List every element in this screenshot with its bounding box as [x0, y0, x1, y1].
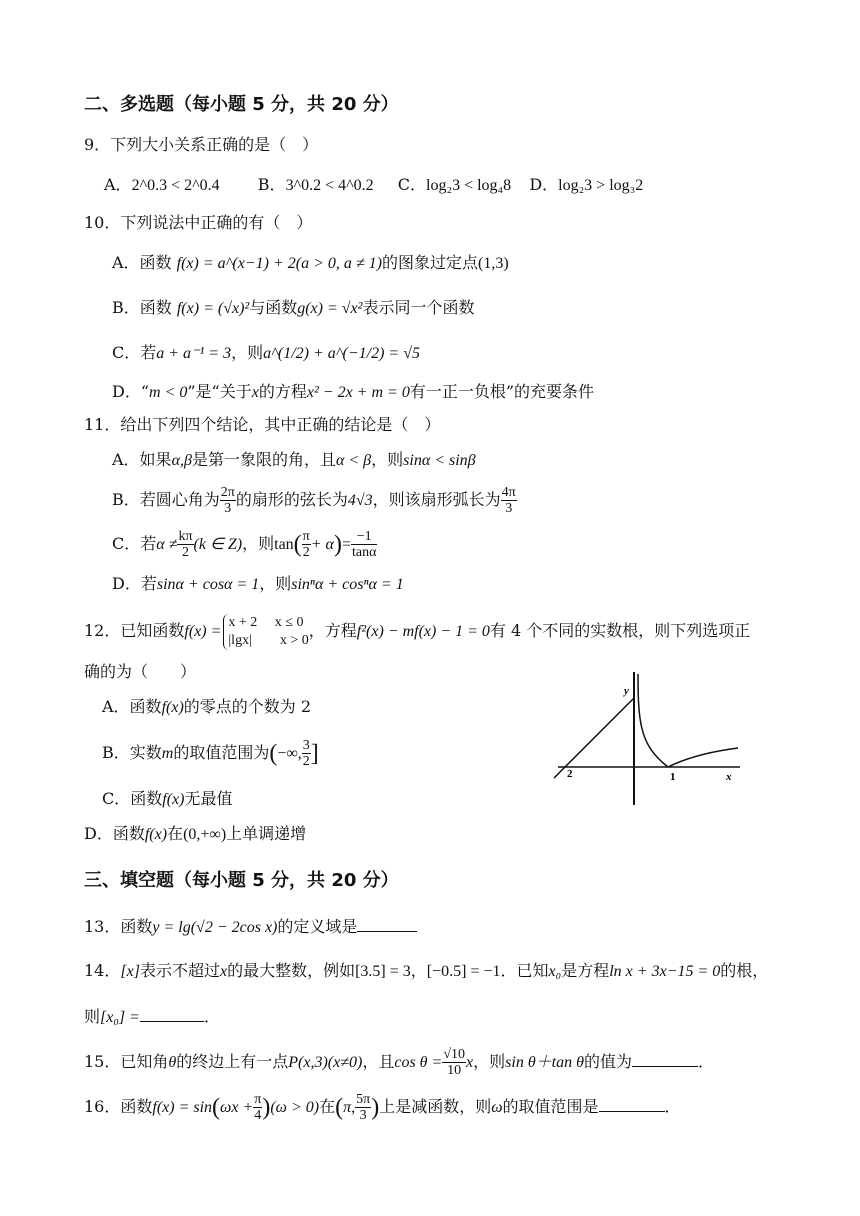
q10-d-mid2: 的方程: [258, 382, 307, 401]
q14-m5: x₀: [548, 963, 562, 980]
q12-c-pre: C．函数: [102, 789, 163, 808]
q11-stem: 11．给出下列四个结论，其中正确的结论是（ ）: [84, 415, 441, 434]
q15-t3: ，则: [473, 1052, 506, 1071]
q16-int-lparen: (: [335, 1094, 344, 1121]
q12-stem-pre: 12．已知函数: [84, 621, 185, 640]
q10-a-point: (1,3): [478, 255, 509, 272]
q12-option-a: [102, 697, 311, 718]
q12-option-b: [102, 734, 319, 773]
q13: [84, 917, 417, 938]
graph-y-label: y: [624, 685, 629, 697]
q12-a-post: 的零点的个数为 2: [183, 697, 312, 716]
q16-answer-blank[interactable]: [599, 1111, 665, 1112]
q11-b-pre: B．若圆心角为: [112, 490, 220, 509]
q12-option-d: [84, 824, 306, 845]
q13-pre: 13．函数: [84, 917, 153, 936]
q9-d-math: log₂3 > log₃2: [558, 177, 644, 194]
q11-c-frac3-num: −1: [351, 529, 377, 545]
q11-c-frac1-den: 2: [181, 545, 189, 560]
q16-t3: 的取值范围是: [502, 1097, 599, 1116]
q9-options: [104, 175, 643, 196]
q15-m3: cos θ =: [394, 1054, 443, 1071]
q15-frac-num: √10: [443, 1047, 466, 1062]
q10-option-b: [112, 298, 474, 319]
q11-a-mid2: ，则: [371, 450, 404, 469]
q12-b-m: m: [161, 745, 174, 762]
q16-rparen: ): [262, 1094, 271, 1121]
q12-d-m: f(x): [144, 826, 168, 843]
q15-m4: x: [466, 1054, 474, 1071]
q9-c-label: C．: [397, 175, 427, 194]
q13-answer-blank[interactable]: [357, 931, 417, 932]
q16-post: ．: [664, 1097, 681, 1116]
q12-b-int: −∞,: [277, 745, 302, 762]
q12-b-rbracket: ]: [310, 740, 319, 767]
q15-answer-blank[interactable]: [632, 1066, 698, 1067]
q15-pre: 15．已知角: [84, 1052, 169, 1071]
q9-b-math: 3^0.2 < 4^0.2: [285, 177, 374, 194]
q11-a-m2: α < β: [335, 452, 372, 469]
q9-c-math: log₂3 < log₄8: [426, 177, 512, 194]
q14-t1: 表示不超过: [139, 961, 220, 980]
q14-t4: ．已知: [500, 961, 549, 980]
q10-d-mid1: ”是“关于: [187, 382, 252, 401]
q11-d-pre: D．若: [112, 574, 157, 593]
q16-frac2-den: 3: [359, 1108, 367, 1123]
q15-frac: [442, 1047, 466, 1078]
q10-c-math2: a^(1/2) + a^(−1/2) = √5: [263, 345, 420, 362]
q10-d-x: x: [251, 384, 259, 401]
q10-b-mid: 与函数: [249, 298, 298, 317]
q14-line1: [84, 961, 768, 982]
q11-c-m1: α ≠: [156, 536, 178, 553]
q12-d-post: 上单调递增: [226, 824, 307, 843]
q11-c-m4: + α: [310, 536, 334, 553]
q10-c-mid: ，则: [231, 343, 264, 362]
q16-m5: ω: [491, 1099, 503, 1116]
q16-frac2: [355, 1092, 371, 1123]
q11-b-mid2: ，则该扇形弧长为: [372, 490, 501, 509]
q9-stem: 9．下列大小关系正确的是（ ）: [84, 135, 319, 154]
q14-line2-m: [x₀] =: [100, 1009, 140, 1026]
q11-c-frac2-den: 2: [302, 545, 310, 560]
q15: [84, 1044, 714, 1081]
q16-frac2-num: 5π: [356, 1092, 371, 1107]
q11-a-pre: A．如果: [112, 450, 172, 469]
q11-b-frac2-den: 3: [505, 501, 513, 516]
q15-t2: ，且: [362, 1052, 395, 1071]
q11-b-frac1-den: 3: [224, 501, 232, 516]
q12-a-m: f(x): [161, 699, 184, 716]
q16-m1: f(x) = sin: [152, 1099, 213, 1116]
q12-c-post: 无最值: [184, 789, 233, 808]
q11-c-m2: (k ∈ Z): [193, 536, 243, 553]
q10-d-m: m < 0: [149, 384, 188, 401]
q14-m3: [3.5] = 3: [355, 963, 411, 980]
q16-m3: (ω > 0): [270, 1099, 320, 1116]
q12-b-frac-den: 2: [302, 754, 310, 769]
q16-int-rparen: ): [371, 1094, 380, 1121]
graph-line-segment: [554, 698, 634, 778]
q10-b-math2: g(x) = √x²: [297, 300, 363, 317]
q9-b-label: B．: [257, 175, 286, 194]
q11-c-frac2-num: π: [302, 529, 310, 544]
q10-a-mid: 的图象过定点: [382, 253, 479, 272]
q14-line2-post: ．: [203, 1007, 220, 1026]
q11-option-b: [112, 484, 517, 517]
q16: [84, 1088, 681, 1127]
q14-m2: x: [219, 963, 228, 980]
q15-t1: 的终边上有一点: [176, 1052, 289, 1071]
graph-tick-left: 2: [567, 768, 573, 780]
q12-b-frac-num: 3: [302, 738, 310, 753]
q11-c-pre: C．若: [112, 534, 157, 553]
q10-stem: 10．下列说法中正确的有（ ）: [84, 213, 313, 232]
section-2-title: 二、多选题（每小题 5 分，共 20 分）: [84, 94, 399, 115]
q10-c-pre: C．若: [112, 343, 157, 362]
q12-d-pre: D．函数: [84, 824, 145, 843]
q9-d-label: D．: [529, 175, 559, 194]
graph-log-curve-right: [668, 748, 738, 767]
q11-c-mid: ，则: [242, 534, 275, 553]
q12-d-mid: 在: [167, 824, 184, 843]
q14-t6: 的根，: [720, 961, 769, 980]
q10-b-post: 表示同一个函数: [362, 298, 475, 317]
q11-d-m2: sinⁿα + cosⁿα = 1: [291, 576, 404, 593]
q12-c-m: f(x): [162, 791, 185, 808]
q13-post: 的定义域是: [277, 917, 358, 936]
q11-b-m: 4√3: [347, 492, 373, 509]
q16-t1: 在: [319, 1097, 336, 1116]
q9-a-label: A．: [104, 175, 132, 194]
q11-b-mid: 的扇形的弦长为: [235, 490, 348, 509]
q11-a-m1: α,β: [171, 452, 192, 469]
q15-m1: θ: [168, 1054, 177, 1071]
q10-d-pre: D．“: [112, 382, 150, 401]
q12-b-lparen: (: [269, 740, 278, 767]
q10-option-c: [112, 343, 420, 364]
q15-m5: sin θ＋tan θ: [505, 1054, 584, 1071]
section-3-title: 三、填空题（每小题 5 分，共 20 分）: [84, 870, 399, 891]
q12-stem-line2: 确的为（ ）: [84, 662, 197, 681]
q10-a-math: f(x) = a^(x−1) + 2(a > 0, a ≠ 1): [176, 255, 382, 272]
graph-tick-right: 1: [670, 771, 676, 783]
q11-d-mid: ，则: [259, 574, 292, 593]
q10-option-d: [112, 382, 594, 403]
q12-stem-f: f(x) =: [184, 623, 222, 640]
q11-c-lparen: (: [293, 531, 302, 558]
q12-b-pre: B．实数: [102, 743, 162, 762]
q14-answer-blank[interactable]: [140, 1021, 204, 1022]
q11-b-frac1-num: 2π: [220, 485, 235, 500]
q14-m6: ln x + 3x−15 = 0: [609, 963, 721, 980]
q11-a-mid: 是第一象限的角，且: [191, 450, 336, 469]
q14-t5: 是方程: [561, 961, 610, 980]
graph-log-curve-left: [638, 674, 668, 767]
q12-piecewise: [223, 614, 308, 650]
q12-function-graph: [550, 660, 745, 810]
q9-a-math: 2^0.3 < 2^0.4: [131, 177, 220, 194]
graph-x-label: x: [726, 771, 732, 783]
q16-frac1-num: π: [254, 1092, 262, 1107]
q16-m2: ωx +: [220, 1099, 254, 1116]
q16-frac1: [253, 1092, 262, 1123]
q14-t3: ，: [410, 961, 427, 980]
q11-c-eq: =: [341, 536, 351, 553]
q12-d-int: (0,+∞): [183, 826, 227, 843]
q11-c-frac3-den: tanα: [351, 545, 377, 560]
q12-a-pre: A．函数: [102, 697, 162, 716]
q16-t2: 上是减函数，则: [379, 1097, 492, 1116]
q12-stem-post: 有 4 个不同的实数根，则下列选项正: [489, 621, 751, 640]
q16-frac1-den: 4: [254, 1108, 262, 1123]
q10-a-pre: A．函数: [112, 253, 172, 272]
q11-option-d: [112, 574, 404, 595]
q11-a-m3: sinα < sinβ: [403, 452, 476, 469]
q11-option-a: [112, 450, 476, 471]
q14-m4: [−0.5] = −1: [426, 963, 501, 980]
q11-option-c: [112, 528, 377, 561]
q14-m1: [x]: [120, 963, 140, 980]
q10-d-post: 有一正一负根”的充要条件: [409, 382, 595, 401]
q14-line2-pre: 则: [84, 1007, 101, 1026]
q12-stem: [84, 612, 750, 651]
q15-frac-den: 10: [447, 1063, 462, 1078]
q11-c-frac3: [351, 529, 377, 560]
q11-b-frac2-num: 4π: [501, 485, 516, 500]
q16-m4: π,: [343, 1099, 356, 1116]
q12-b-mid: 的取值范围为: [173, 743, 270, 762]
q11-d-m1: sinα + cosα = 1: [156, 576, 260, 593]
q10-option-a: [112, 253, 509, 274]
q12-stem-eq: f²(x) − mf(x) − 1 = 0: [356, 623, 490, 640]
q11-c-rparen: ): [333, 531, 342, 558]
q14-pre: 14．: [84, 961, 121, 980]
q16-lparen: (: [212, 1094, 221, 1121]
q14-line2: [84, 1007, 220, 1028]
q15-post: ．: [698, 1052, 715, 1071]
q10-d-eq: x² − 2x + m = 0: [306, 384, 410, 401]
q12-stem-mid: ，方程: [308, 621, 357, 640]
q15-m2: P(x,3)(x≠0): [288, 1054, 363, 1071]
q12-b-frac: [302, 738, 311, 769]
q13-math: y = lg(√2 − 2cos x): [152, 919, 278, 936]
q10-b-pre: B．函数: [112, 298, 172, 317]
q15-t4: 的值为: [583, 1052, 632, 1071]
q16-pre: 16．函数: [84, 1097, 153, 1116]
q11-c-frac1-num: kπ: [178, 529, 193, 544]
q14-t2: 的最大整数，例如: [227, 961, 356, 980]
q11-c-frac2: [302, 529, 311, 560]
q12-case2: |lgx| x > 0: [228, 632, 309, 648]
q11-c-tan: tan: [274, 536, 294, 553]
q10-b-math1: f(x) = (√x)²: [176, 300, 250, 317]
q11-b-frac1: [220, 485, 236, 516]
q11-c-frac1: [177, 529, 193, 560]
q12-option-c: [102, 789, 232, 810]
q10-c-math1: a + a⁻¹ = 3: [156, 345, 232, 362]
q12-case1: x + 2 x ≤ 0: [228, 614, 304, 630]
q11-b-frac2: [501, 485, 517, 516]
